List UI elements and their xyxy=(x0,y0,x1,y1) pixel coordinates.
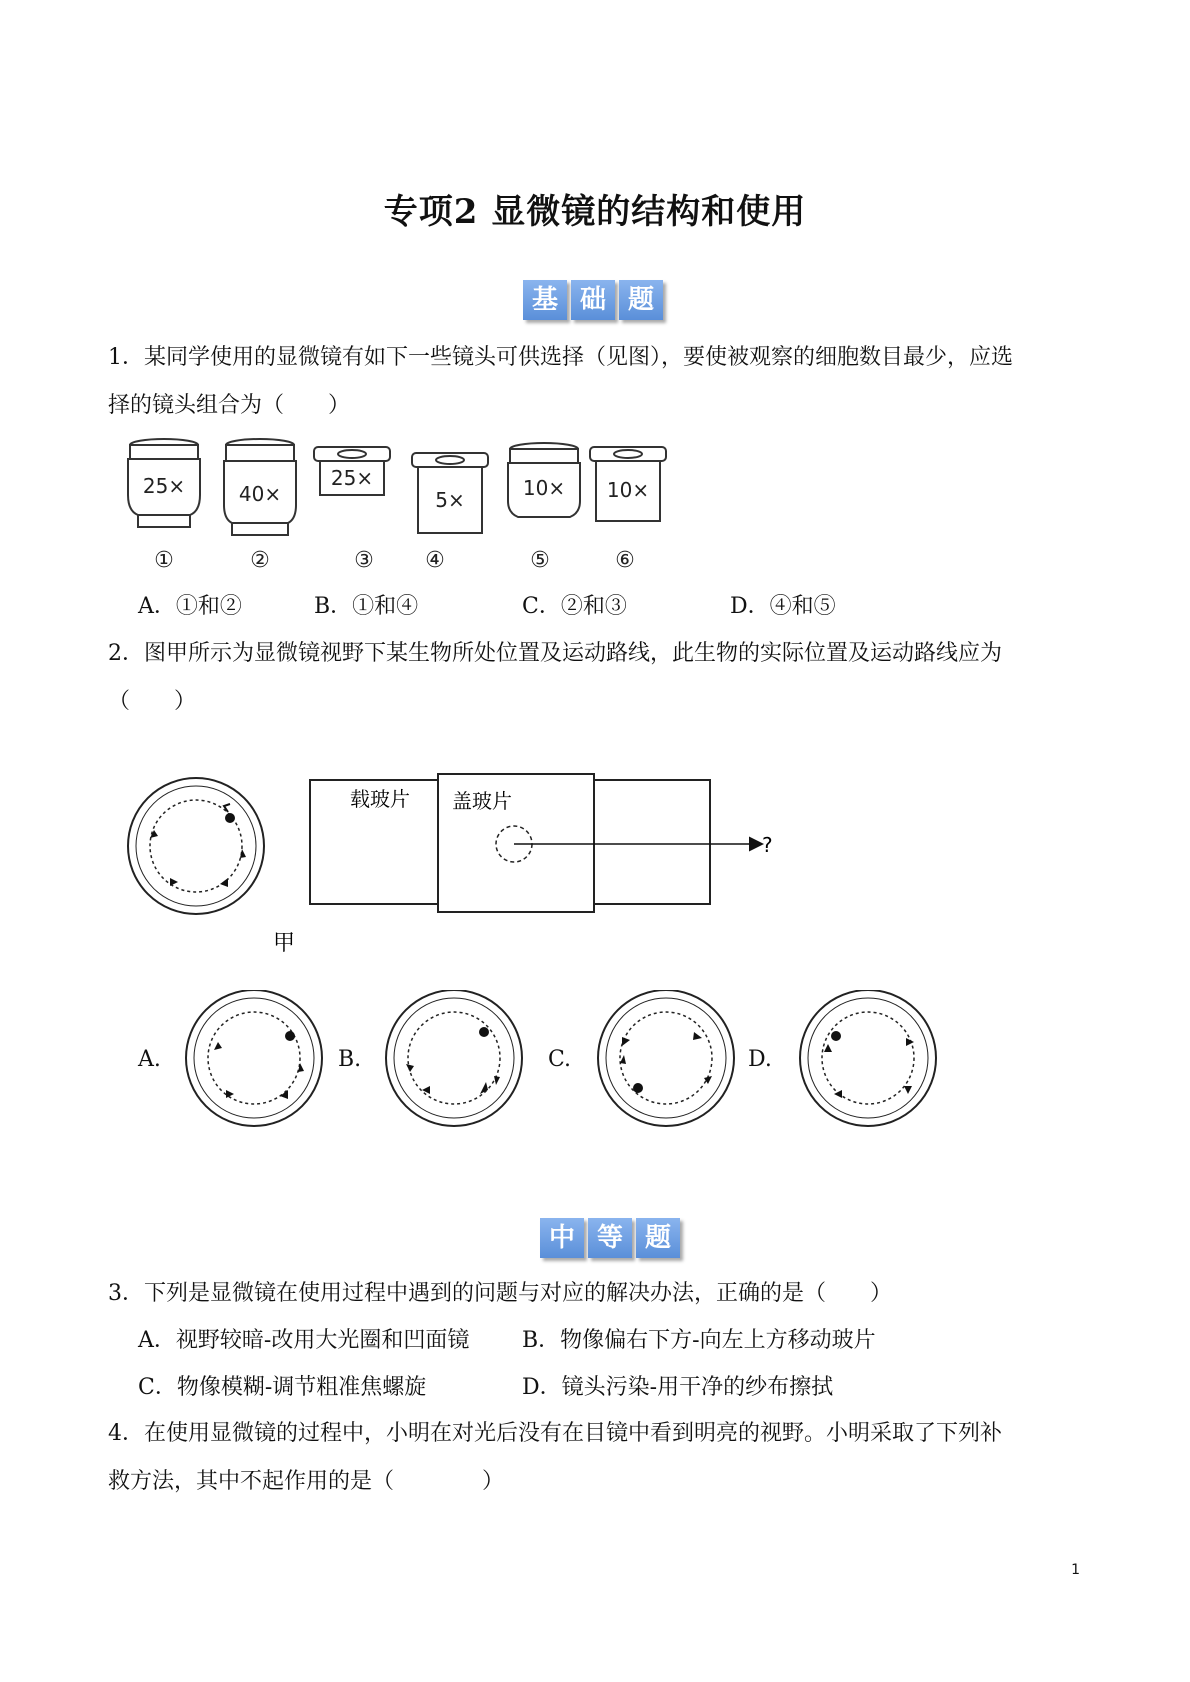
lens-mag: 40× xyxy=(238,482,282,506)
q2-option-letter: D. xyxy=(748,1047,772,1072)
lens-number: ④ xyxy=(425,548,445,573)
section-char: 题 xyxy=(636,1218,680,1258)
q4-line2: 救方法，其中不起作用的是（ ） xyxy=(108,1469,505,1494)
question-4 xyxy=(108,1410,1088,1506)
q2-line2: （ ） xyxy=(108,689,197,714)
q4-line1: 4．在使用显微镜的过程中，小明在对光后没有在目镜中看到明亮的视野。小明采取了下列补 xyxy=(108,1421,1003,1446)
question-1 xyxy=(108,334,1088,430)
q3-option-a: A．视野较暗-改用大光圈和凹面镜 xyxy=(138,1328,470,1353)
q2-option-letter: C. xyxy=(548,1047,572,1072)
section-char: 基 xyxy=(523,280,567,320)
lens-mag: 5× xyxy=(435,488,465,512)
option-b-field xyxy=(386,990,522,1126)
fig-jia-label: 甲 xyxy=(272,931,296,956)
lens-number: ① xyxy=(154,548,174,573)
q3-option-c: C．物像模糊-调节粗准焦螺旋 xyxy=(138,1375,427,1400)
section-char: 础 xyxy=(571,280,615,320)
section-char: 题 xyxy=(619,280,663,320)
question-2 xyxy=(108,630,1088,726)
field-jia xyxy=(128,778,264,914)
lens-number: ⑤ xyxy=(530,548,550,573)
q1-option-c: C．②和③ xyxy=(522,594,627,619)
q2-figure xyxy=(100,760,800,960)
option-c-field xyxy=(598,990,734,1126)
lens-mag: 25× xyxy=(142,474,186,498)
q3-option-d: D．镜头污染-用干净的纱布擦拭 xyxy=(522,1375,834,1400)
q1-option-a: A．①和② xyxy=(138,594,242,619)
q1-option-b: B．①和④ xyxy=(314,594,419,619)
q1-line1: 1．某同学使用的显微镜有如下一些镜头可供选择（见图），要使被观察的细胞数目最少，应选 xyxy=(108,345,1014,370)
page-title: 专项2 显微镜的结构和使用 xyxy=(383,192,807,232)
q1-option-d: D．④和⑤ xyxy=(730,594,836,619)
cover-slip-label: 盖玻片 xyxy=(452,789,512,813)
lens-number: ② xyxy=(250,548,270,573)
lens-figure xyxy=(120,435,680,575)
lens-mag: 10× xyxy=(522,476,566,500)
q1-line2: 择的镜头组合为（ ） xyxy=(108,393,351,418)
q2-line1: 2．图甲所示为显微镜视野下某生物所处位置及运动路线，此生物的实际位置及运动路线应为 xyxy=(108,641,1003,666)
question-3: 3．下列是显微镜在使用过程中遇到的问题与对应的解决办法，正确的是（ ） xyxy=(108,1281,892,1306)
option-a-field xyxy=(186,990,322,1126)
lens-mag: 25× xyxy=(330,466,374,490)
question-mark: ? xyxy=(762,833,773,857)
q3-option-b: B．物像偏右下方-向左上方移动玻片 xyxy=(522,1328,876,1353)
option-d-field xyxy=(800,990,936,1126)
lens-number: ③ xyxy=(354,548,374,573)
page-number: 1 xyxy=(1071,1562,1080,1578)
section-basic xyxy=(523,280,663,320)
lens-mag: 10× xyxy=(606,478,650,502)
q2-options-figure xyxy=(130,990,960,1140)
section-medium xyxy=(540,1218,680,1258)
q2-option-letter: B. xyxy=(338,1047,362,1072)
slide-label: 载玻片 xyxy=(350,787,410,811)
section-char: 等 xyxy=(588,1218,632,1258)
section-char: 中 xyxy=(540,1218,584,1258)
lens-number: ⑥ xyxy=(615,548,635,573)
q2-option-letter: A. xyxy=(138,1047,161,1072)
